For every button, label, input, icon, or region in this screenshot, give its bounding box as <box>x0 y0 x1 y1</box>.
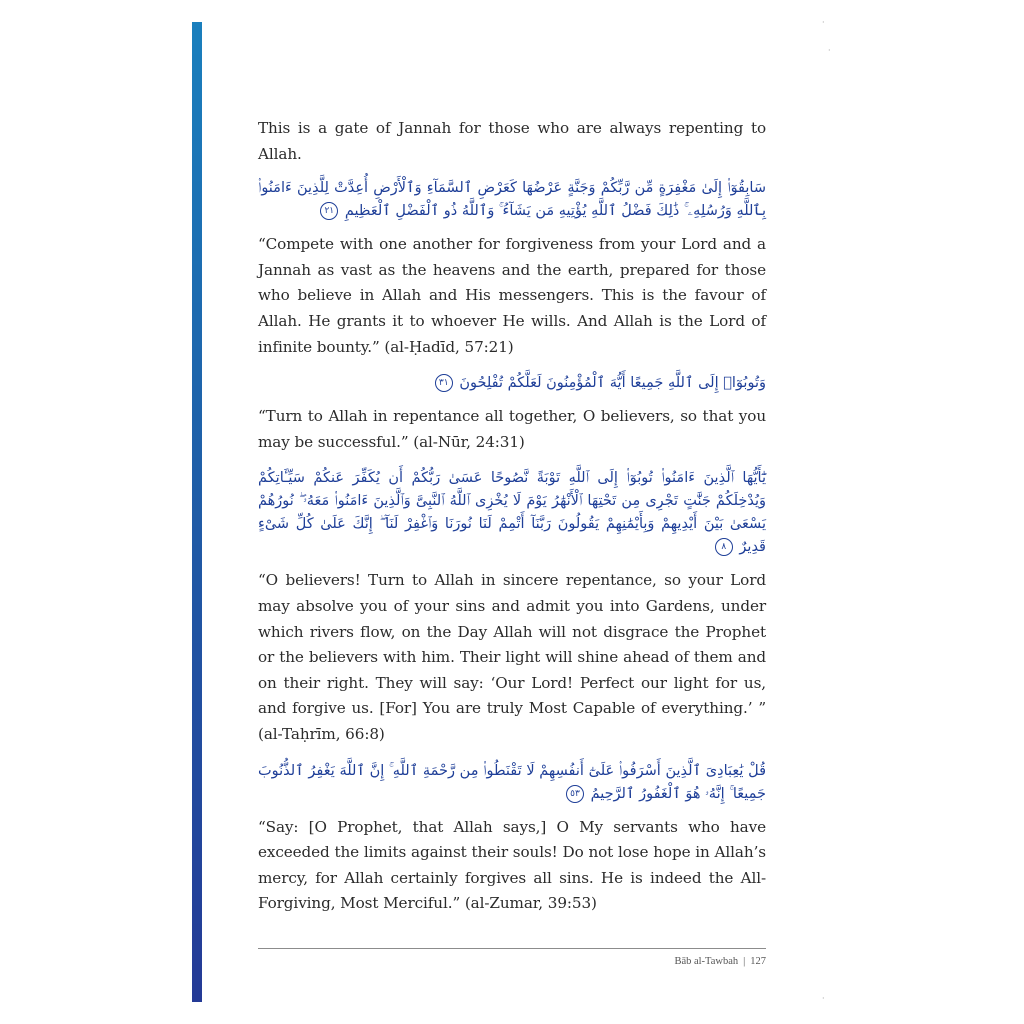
page-body <box>258 116 766 917</box>
arabic-text: يَٰٓأَيُّهَا ٱلَّذِينَ ءَامَنُوا۟ تُوبُوٓا۟ إِلَى ٱللَّهِ تَوْبَةً نَّصُوحًا عَسَىٰ رَبُّكُمْ أَن يُكَفِّرَ عَنكُمْ سَيِّـَٔاتِكُمْ وَيُدْخِلَكُمْ جَنَّٰتٍ تَجْرِى مِن تَحْتِهَا ٱلْأَنْهَٰرُ يَوْمَ لَا يُخْزِى ٱللَّهُ ٱلنَّبِىَّ وَٱلَّذِينَ ءَامَنُوا۟ مَعَهُۥ ۖ نُورُهُمْ يَسْعَىٰ بَيْنَ أَيْدِيهِمْ وَبِأَيْمَٰنِهِمْ يَقُولُونَ رَبَّنَآ أَتْمِمْ لَنَا نُورَنَا وَٱغْفِرْ لَنَآ ۖ إِنَّكَ عَلَىٰ كُلِّ شَىْءٍ قَدِيرٌ <box>258 470 766 556</box>
running-footer <box>674 956 766 967</box>
arabic-text: وَتُوبُوٓا۟ إِلَى ٱللَّهِ جَمِيعًا أَيُّهَ ٱلْمُؤْمِنُونَ لَعَلَّكُمْ تُفْلِحُونَ <box>459 375 766 392</box>
arabic-text: سَابِقُوٓا۟ إِلَىٰ مَغْفِرَةٍ مِّن رَّبِّكُمْ وَجَنَّةٍ عَرْضُهَا كَعَرْضِ ٱلسَّمَآءِ وَٱلْأَرْضِ أُعِدَّتْ لِلَّذِينَ ءَامَنُوا۟ بِٱللَّهِ وَرُسُلِهِۦ ۚ ذَٰلِكَ فَضْلُ ٱللَّهِ يُؤْتِيهِ مَن يَشَآءُ ۚ وَٱللَّهُ ذُو ٱلْفَضْلِ ٱلْعَظِيمِ <box>258 180 766 220</box>
crop-mark: · <box>822 18 825 27</box>
ayah-number-marker: ٨ <box>715 538 733 556</box>
quran-verse-2 <box>258 372 766 395</box>
translation-2: “Turn to Allah in repentance all together, O believers, so that you may be successful.” (al-Nūr, 24:31) <box>258 407 766 451</box>
quran-verse-3 <box>258 467 766 559</box>
crop-mark: · <box>828 46 831 55</box>
chapter-title: Bāb al-Tawbah <box>674 956 739 967</box>
arabic-text: قُلْ يَٰعِبَادِىَ ٱلَّذِينَ أَسْرَفُوا۟ عَلَىٰٓ أَنفُسِهِمْ لَا تَقْنَطُوا۟ مِن رَّحْمَةِ ٱللَّهِ ۚ إِنَّ ٱللَّهَ يَغْفِرُ ٱلذُّنُوبَ جَمِيعًا ۚ إِنَّهُۥ هُوَ ٱلْغَفُورُ ٱلرَّحِيمُ <box>258 762 766 802</box>
quran-verse-4 <box>258 760 766 806</box>
footer-divider <box>258 948 766 949</box>
ayah-number-marker: ٢١ <box>320 202 338 220</box>
ayah-number-marker: ٣١ <box>435 374 453 392</box>
footer-separator: | <box>743 956 746 967</box>
crop-mark: · <box>822 994 825 1003</box>
translation-1: “Compete with one another for forgiveness from your Lord and a Jannah as vast as the heavens and the earth, prepared for those who believe in Allah and His messengers. This is the favour of Allah. He grants it to whoever He wills. And Allah is the Lord of infinite bounty.” (al-Ḥadīd, 57:21) <box>258 235 766 356</box>
page-edge-color-bar <box>192 22 202 1002</box>
translation-3: “O believers! Turn to Allah in sincere repentance, so your Lord may absolve you of your sins and admit you into Gardens, under which rivers flow, on the Day Allah will not disgrace the Prophet or the believers with him. Their light will shine ahead of them and on their right. They will say: ‘Our Lord! Perfect our light for us, and forgive us. [For] You are truly Most Capable of everything.’ ” (al-Taḥrīm, 66:8) <box>258 571 766 743</box>
intro-text: This is a gate of Jannah for those who are always repenting to Allah. <box>258 119 766 163</box>
quran-verse-1 <box>258 177 766 223</box>
translation-4: “Say: [O Prophet, that Allah says,] O My servants who have exceeded the limits against their souls! Do not lose hope in Allah’s mercy, for Allah certainly forgives all sins. He is indeed the All-Forgiving, Most Merciful.” (al-Zumar, 39:53) <box>258 817 766 913</box>
ayah-number-marker: ٥٣ <box>566 785 584 803</box>
page-number: 127 <box>750 956 766 967</box>
